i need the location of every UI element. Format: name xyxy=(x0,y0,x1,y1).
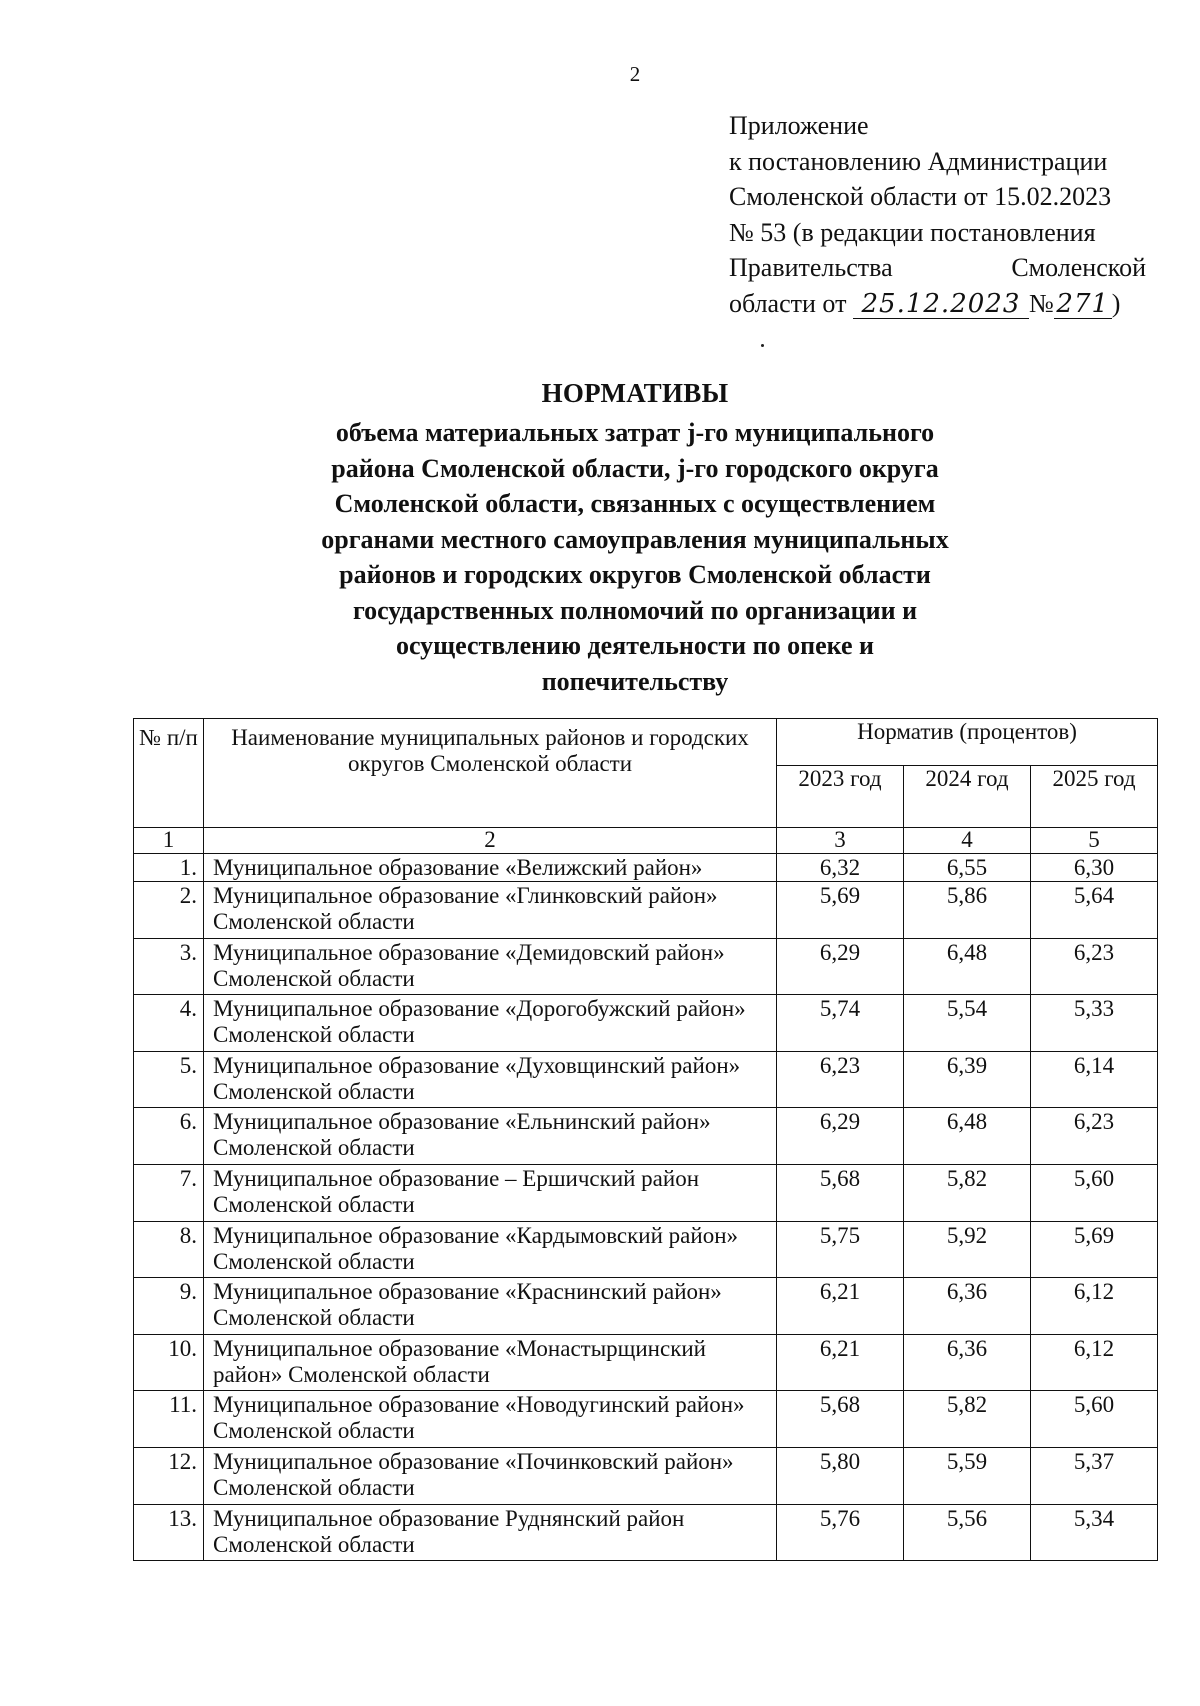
row-number: 5. xyxy=(134,1051,204,1108)
row-value-2025: 5,37 xyxy=(1031,1447,1158,1504)
table-row xyxy=(134,1334,1158,1391)
row-number: 3. xyxy=(134,938,204,995)
row-value-2024: 6,48 xyxy=(904,938,1031,995)
row-number: 13. xyxy=(134,1504,204,1561)
appendix-date-prefix: области от xyxy=(729,288,847,318)
row-value-2023: 6,32 xyxy=(777,854,904,882)
row-value-2024: 6,39 xyxy=(904,1051,1031,1108)
column-index: 2 xyxy=(204,828,777,854)
appendix-word: Смоленской xyxy=(1011,253,1146,282)
table-row xyxy=(134,1221,1158,1278)
table-row xyxy=(134,882,1158,939)
row-value-2025: 6,23 xyxy=(1031,1108,1158,1165)
row-municipality-name: Муниципальное образование «Глинковский район» Смоленской области xyxy=(204,882,777,939)
row-number: 8. xyxy=(134,1221,204,1278)
row-value-2025: 5,60 xyxy=(1031,1164,1158,1221)
document-title xyxy=(0,375,1200,411)
row-municipality-name: Муниципальное образование «Новодугинский район» Смоленской области xyxy=(204,1391,777,1448)
table-row xyxy=(134,995,1158,1052)
row-value-2024: 5,59 xyxy=(904,1447,1031,1504)
appendix-line xyxy=(729,250,1146,286)
row-value-2023: 6,29 xyxy=(777,938,904,995)
row-value-2025: 5,34 xyxy=(1031,1504,1158,1561)
appendix-block xyxy=(729,108,1146,321)
row-value-2025: 5,33 xyxy=(1031,995,1158,1052)
column-index-row xyxy=(134,828,1158,854)
row-value-2023: 5,74 xyxy=(777,995,904,1052)
number-sign: № xyxy=(1028,288,1054,318)
row-municipality-name: Муниципальное образование Руднянский район Смоленской области xyxy=(204,1504,777,1561)
row-value-2024: 5,82 xyxy=(904,1391,1031,1448)
row-value-2023: 6,21 xyxy=(777,1278,904,1335)
row-municipality-name: Муниципальное образование «Духовщинский район» Смоленской области xyxy=(204,1051,777,1108)
row-value-2024: 6,36 xyxy=(904,1278,1031,1335)
subtitle-line: районов и городских округов Смоленской области xyxy=(339,560,931,589)
scan-speck xyxy=(761,344,764,347)
row-municipality-name: Муниципальное образование «Монастырщинский район» Смоленской области xyxy=(204,1334,777,1391)
subtitle-line: Смоленской области, связанных с осуществлением xyxy=(334,489,936,518)
subtitle-line: района Смоленской области, j-го городского округа xyxy=(331,453,939,483)
header-norm-group: Норматив (процентов) xyxy=(777,719,1158,766)
column-index: 5 xyxy=(1031,828,1158,854)
row-number: 10. xyxy=(134,1334,204,1391)
subtitle-line: осуществлению деятельности по опеке и xyxy=(395,631,874,660)
row-value-2024: 5,54 xyxy=(904,995,1031,1052)
row-municipality-name: Муниципальное образование «Починковский район» Смоленской области xyxy=(204,1447,777,1504)
row-value-2025: 6,14 xyxy=(1031,1051,1158,1108)
row-value-2023: 6,23 xyxy=(777,1051,904,1108)
appendix-line: Приложение xyxy=(729,111,869,140)
header-name: Наименование муниципальных районов и городских округов Смоленской области xyxy=(204,719,777,828)
table-row xyxy=(134,1108,1158,1165)
row-value-2024: 5,56 xyxy=(904,1504,1031,1561)
row-value-2023: 5,68 xyxy=(777,1391,904,1448)
subtitle-line: государственных полномочий по организации и xyxy=(352,595,918,625)
row-number: 6. xyxy=(134,1108,204,1165)
subtitle-line: объема материальных затрат j-го муниципального xyxy=(335,418,935,447)
row-municipality-name: Муниципальное образование «Велижский район» xyxy=(204,854,777,882)
row-municipality-name: Муниципальное образование «Дорогобужский район» Смоленской области xyxy=(204,995,777,1052)
column-index: 4 xyxy=(904,828,1031,854)
row-value-2025: 6,12 xyxy=(1031,1278,1158,1335)
row-value-2023: 5,76 xyxy=(777,1504,904,1561)
header-year: 2024 год xyxy=(904,766,1031,828)
appendix-line: к постановлению Администрации xyxy=(729,146,1108,176)
row-number: 11. xyxy=(134,1391,204,1448)
appendix-word: Правительства xyxy=(729,253,893,282)
header-row xyxy=(134,719,1158,766)
row-value-2025: 5,69 xyxy=(1031,1221,1158,1278)
table-row xyxy=(134,938,1158,995)
row-value-2025: 6,12 xyxy=(1031,1334,1158,1391)
table-row xyxy=(134,1164,1158,1221)
row-value-2024: 5,92 xyxy=(904,1221,1031,1278)
appendix-line xyxy=(729,286,1146,322)
row-value-2023: 5,75 xyxy=(777,1221,904,1278)
row-value-2023: 6,21 xyxy=(777,1334,904,1391)
row-municipality-name: Муниципальное образование «Демидовский район» Смоленской области xyxy=(204,938,777,995)
row-value-2023: 6,29 xyxy=(777,1108,904,1165)
header-year: 2025 год xyxy=(1031,766,1158,828)
header-num: № п/п xyxy=(134,719,204,828)
appendix-line: № 53 (в редакции постановления xyxy=(729,217,1096,247)
row-value-2023: 5,80 xyxy=(777,1447,904,1504)
row-value-2025: 5,64 xyxy=(1031,882,1158,939)
row-number: 2. xyxy=(134,882,204,939)
row-value-2025: 6,23 xyxy=(1031,938,1158,995)
row-municipality-name: Муниципальное образование «Кардымовский район» Смоленской области xyxy=(204,1221,777,1278)
column-index: 1 xyxy=(134,828,204,854)
norms-table xyxy=(133,718,1158,1561)
closing-paren: ) xyxy=(1111,288,1121,318)
table-row xyxy=(134,854,1158,882)
table-row xyxy=(134,1391,1158,1448)
column-index: 3 xyxy=(777,828,904,854)
handwritten-date: 25.12.2023 xyxy=(853,291,1029,319)
row-value-2025: 5,60 xyxy=(1031,1391,1158,1448)
subtitle-line: органами местного самоуправления муниципальных xyxy=(321,524,949,554)
row-municipality-name: Муниципальное образование – Ершичский район Смоленской области xyxy=(204,1164,777,1221)
row-value-2024: 6,48 xyxy=(904,1108,1031,1165)
row-value-2023: 5,68 xyxy=(777,1164,904,1221)
row-municipality-name: Муниципальное образование «Краснинский район» Смоленской области xyxy=(204,1278,777,1335)
handwritten-number: 271 xyxy=(1054,291,1112,319)
table-row xyxy=(134,1051,1158,1108)
row-value-2025: 6,30 xyxy=(1031,854,1158,882)
document-subtitle xyxy=(280,415,990,699)
table-row xyxy=(134,1278,1158,1335)
row-number: 4. xyxy=(134,995,204,1052)
row-number: 12. xyxy=(134,1447,204,1504)
row-value-2024: 5,86 xyxy=(904,882,1031,939)
subtitle-line: попечительству xyxy=(541,666,729,696)
row-municipality-name: Муниципальное образование «Ельнинский район» Смоленской области xyxy=(204,1108,777,1165)
page-number: 2 xyxy=(629,62,641,86)
row-number: 9. xyxy=(134,1278,204,1335)
row-value-2024: 6,55 xyxy=(904,854,1031,882)
table-row xyxy=(134,1504,1158,1561)
table-row xyxy=(134,1447,1158,1504)
row-value-2024: 5,82 xyxy=(904,1164,1031,1221)
row-value-2023: 5,69 xyxy=(777,882,904,939)
row-value-2024: 6,36 xyxy=(904,1334,1031,1391)
row-number: 7. xyxy=(134,1164,204,1221)
header-year: 2023 год xyxy=(777,766,904,828)
title-text: НОРМАТИВЫ xyxy=(541,378,729,408)
appendix-line: Смоленской области от 15.02.2023 xyxy=(729,182,1112,211)
row-number: 1. xyxy=(134,854,204,882)
